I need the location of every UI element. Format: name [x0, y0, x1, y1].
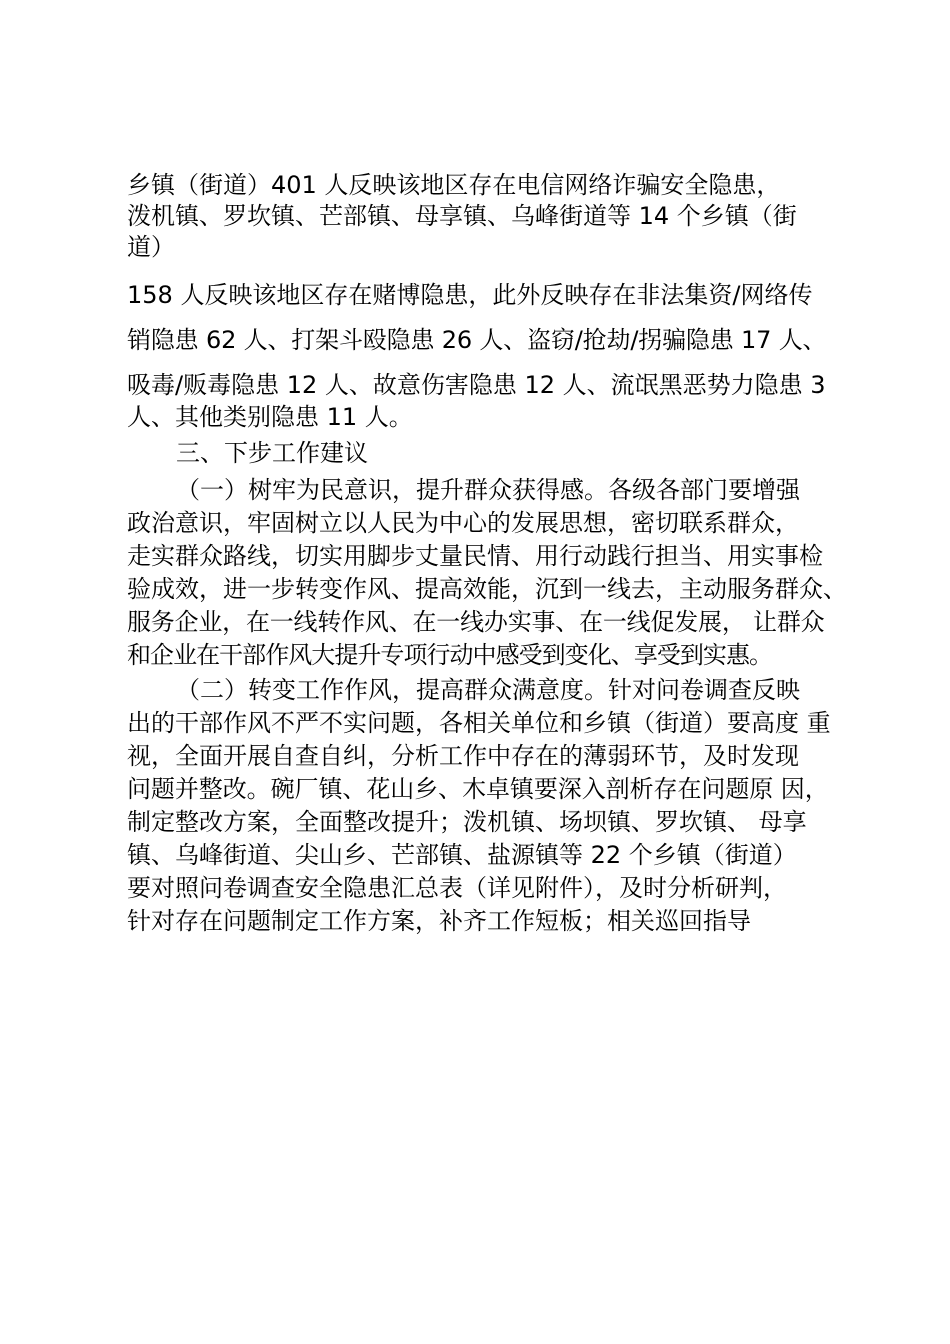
text-line-4: 158 人反映该地区存在赌博隐患，此外反映存在非法集资/网络传 — [127, 281, 813, 309]
text-line-2: 泼机镇、罗坎镇、芒部镇、母享镇、乌峰街道等 14 个乡镇（街 — [127, 202, 797, 230]
text-line-13: 服务企业，在一线转作风、在一线办实事、在一线促发展， 让群众 — [127, 608, 825, 636]
text-line-7: 人、其他类别隐患 11 人。 — [127, 403, 413, 431]
text-line-9: （一）树牢为民意识，提升群众获得感。各级各部门要增强 — [176, 476, 800, 504]
text-line-16: 出的干部作风不严不实问题，各相关单位和乡镇（街道）要高度 重 — [127, 709, 831, 737]
text-line-22: 针对存在问题制定工作方案，补齐工作短板；相关巡回指导 — [127, 907, 751, 935]
text-line-20: 镇、乌峰街道、尖山乡、芒部镇、盐源镇等 22 个乡镇（街道） — [127, 841, 797, 869]
text-line-3: 道） — [127, 233, 175, 261]
text-line-17: 视，全面开展自查自纠，分析工作中存在的薄弱环节，及时发现 — [127, 742, 799, 770]
section-heading: 三、下步工作建议 — [176, 439, 368, 467]
text-line-11: 走实群众路线，切实用脚步丈量民情、用行动践行担当、用实事检 — [127, 542, 823, 570]
text-line-1: 乡镇（街道）401 人反映该地区存在电信网络诈骗安全隐患， — [127, 171, 781, 199]
text-line-21: 要对照问卷调查安全隐患汇总表（详见附件），及时分析研判， — [127, 874, 787, 902]
text-line-15: （二）转变工作作风，提高群众满意度。针对问卷调查反映 — [176, 676, 800, 704]
text-line-19: 制定整改方案，全面整改提升；泼机镇、场坝镇、罗坎镇、 母享 — [127, 808, 807, 836]
text-line-6: 吸毒/贩毒隐患 12 人、故意伤害隐患 12 人、流氓黑恶势力隐患 3 — [127, 371, 826, 399]
text-line-18: 问题并整改。碗厂镇、花山乡、木卓镇要深入剖析存在问题原 因， — [127, 775, 829, 803]
text-line-12: 验成效，进一步转变作风、提高效能，沉到一线去，主动服务群众、 — [127, 575, 847, 603]
text-line-10: 政治意识，牢固树立以人民为中心的发展思想，密切联系群众， — [127, 509, 799, 537]
text-line-14: 和企业在干部作风大提升专项行动中感受到变化、享受到实惠。 — [127, 641, 773, 669]
text-line-5: 销隐患 62 人、打架斗殴隐患 26 人、盗窃/抢劫/拐骗隐患 17 人、 — [127, 326, 827, 354]
